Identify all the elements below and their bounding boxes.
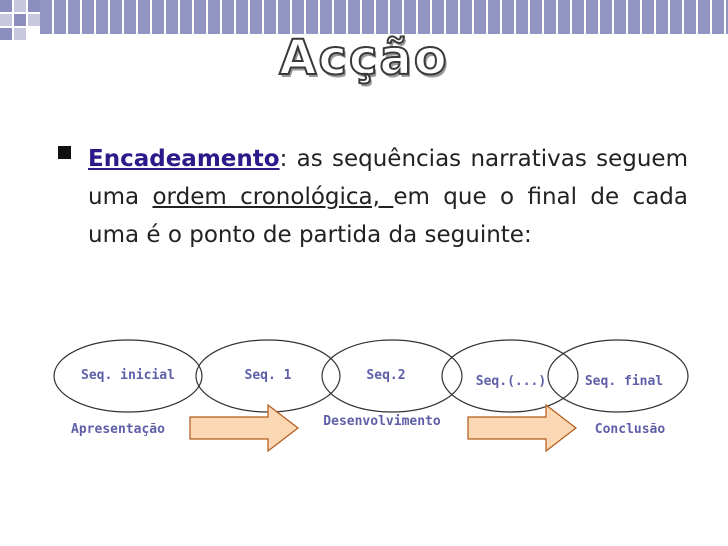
seq-label-inicial: Seq. inicial: [81, 368, 175, 383]
bullet-text-part2: em que o final de cada uma é o ponto de partida da seguinte:: [88, 184, 688, 248]
phase-desenvolvimento: Desenvolvimento: [323, 414, 441, 429]
seq-label-final: Seq. final: [584, 374, 664, 389]
seq-label-1: Seq. 1: [244, 368, 292, 383]
bullet-item: [58, 140, 688, 254]
phase-conclusao: Conclusão: [594, 422, 666, 437]
keyword-encadeamento: Encadeamento: [88, 146, 280, 172]
seq-label-mid: Seq.(...): [475, 374, 547, 389]
striped-header-band: [40, 0, 728, 34]
slide-title: Acção: [279, 30, 449, 86]
phase-apresentacao: Apresentação: [71, 422, 165, 437]
underlined-phrase: ordem cronológica,: [152, 184, 394, 210]
seq-label-2: Seq.2: [366, 368, 406, 383]
square-bullet-icon: [58, 146, 71, 159]
sequence-diagram: [0, 330, 728, 460]
bullet-text-part1: : as sequências narrativas seguem uma: [88, 146, 688, 210]
bullet-text: [88, 140, 688, 254]
